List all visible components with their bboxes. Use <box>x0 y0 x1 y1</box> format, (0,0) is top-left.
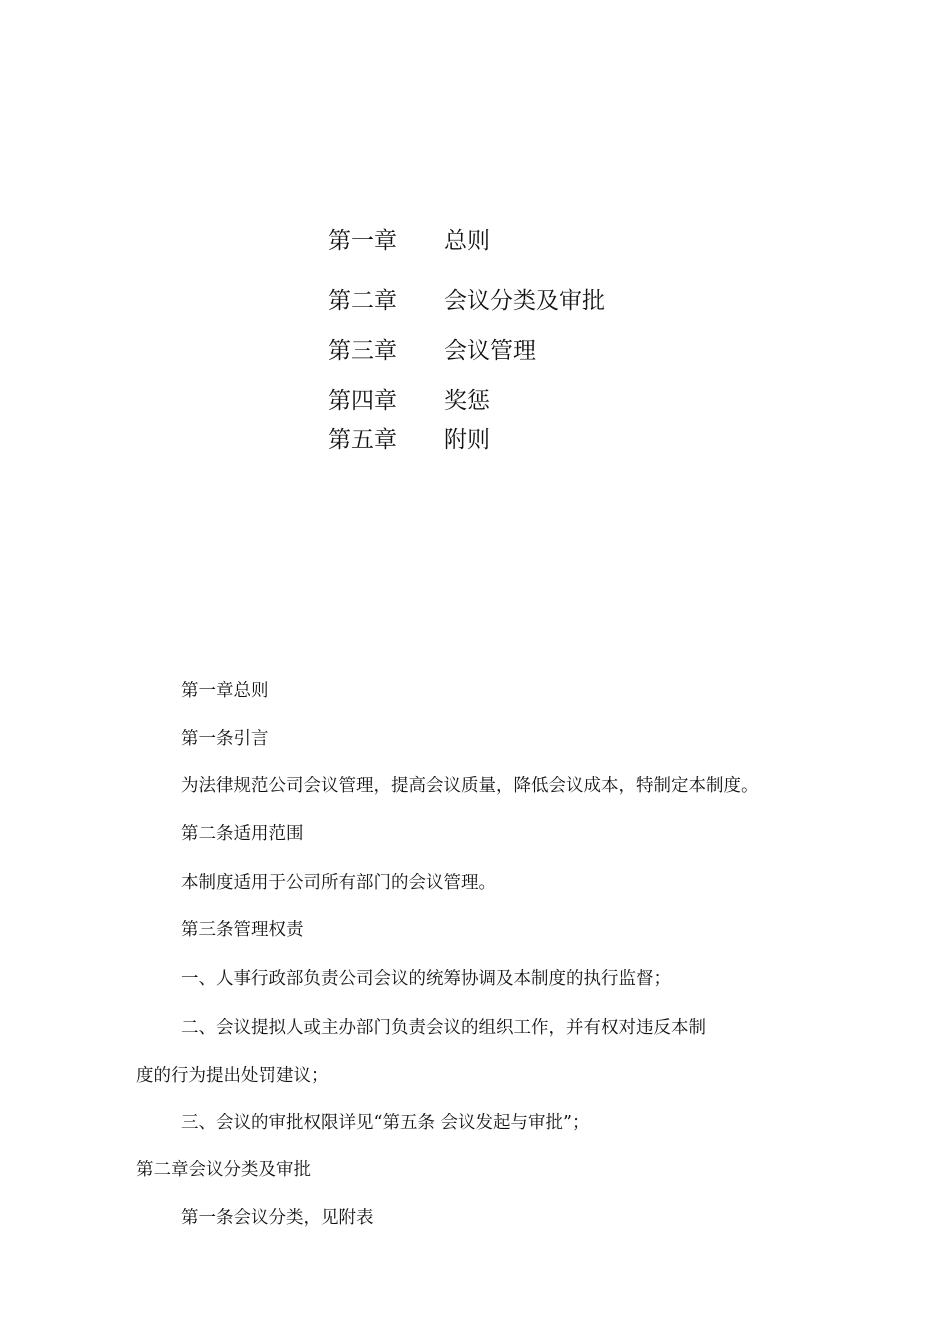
toc-chapter-number: 第一章 <box>328 228 397 254</box>
list-item: 二、会议提拟人或主办部门负责会议的组织工作，并有权对违反本制 <box>181 1018 706 1038</box>
toc-entry-chapter-5 <box>328 425 490 455</box>
list-item: 一、人事行政部负责公司会议的统筹协调及本制度的执行监督； <box>181 969 671 989</box>
toc-entry-chapter-1 <box>328 226 490 256</box>
toc-entry-chapter-4 <box>328 386 490 416</box>
list-item: 三、会议的审批权限详见“第五条 会议发起与审批”； <box>181 1113 590 1133</box>
toc-chapter-title: 附则 <box>444 427 490 453</box>
chapter-heading: 第二章会议分类及审批 <box>136 1160 311 1180</box>
article-heading: 第一条引言 <box>181 729 269 749</box>
article-heading: 第一条会议分类，见附表 <box>181 1208 374 1228</box>
toc-chapter-title: 会议管理 <box>444 338 536 364</box>
toc-chapter-number: 第三章 <box>328 338 397 364</box>
article-heading: 第二条适用范围 <box>181 824 304 844</box>
toc-chapter-title: 奖惩 <box>444 388 490 414</box>
toc-chapter-number: 第四章 <box>328 388 397 414</box>
toc-chapter-number: 第二章 <box>328 288 397 314</box>
toc-entry-chapter-2 <box>328 286 605 316</box>
chapter-heading: 第一章总则 <box>181 681 269 701</box>
toc-chapter-number: 第五章 <box>328 427 397 453</box>
article-heading: 第三条管理权责 <box>181 920 304 940</box>
list-item-continuation: 度的行为提出处罚建议； <box>136 1066 329 1086</box>
toc-chapter-title: 会议分类及审批 <box>444 288 605 314</box>
toc-chapter-title: 总则 <box>444 228 490 254</box>
paragraph: 本制度适用于公司所有部门的会议管理。 <box>181 873 496 893</box>
table-of-contents <box>0 0 950 470</box>
toc-entry-chapter-3 <box>328 336 536 366</box>
paragraph: 为法律规范公司会议管理，提高会议质量，降低会议成本，特制定本制度。 <box>181 776 759 796</box>
